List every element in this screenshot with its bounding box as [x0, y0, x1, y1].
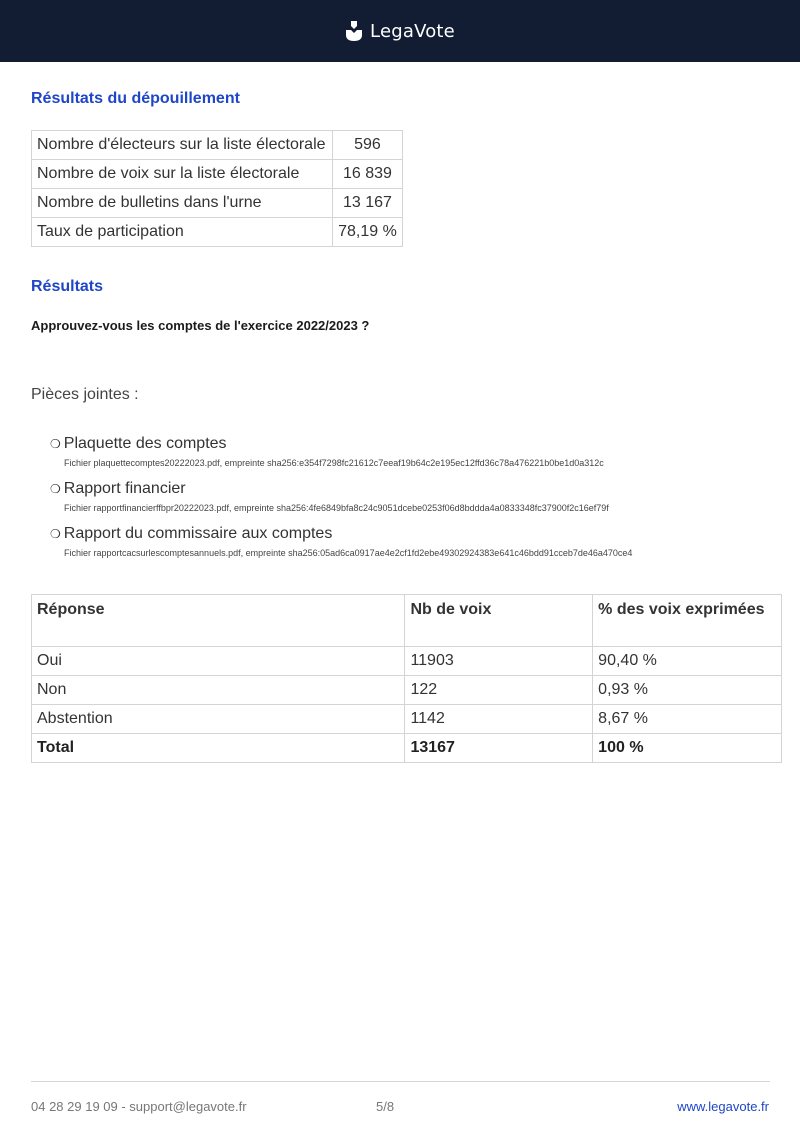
count-row [32, 218, 403, 247]
attachment-name: Plaquette des comptes [63, 435, 227, 452]
attachments-title: Pièces jointes : [31, 386, 139, 403]
results-table [31, 594, 782, 763]
footer-website-link[interactable]: www.legavote.fr [677, 1099, 769, 1114]
attachments-list [50, 434, 632, 569]
total-votes: 13167 [405, 734, 593, 763]
footer-contact: 04 28 29 19 09 - support@legavote.fr [31, 1099, 247, 1114]
attachment-item [50, 479, 632, 524]
votes-cell: 11903 [405, 647, 593, 676]
total-row [32, 734, 782, 763]
attachment-link[interactable] [50, 434, 632, 454]
percent-cell: 0,93 % [593, 676, 782, 705]
top-header [0, 0, 800, 62]
attachment-item [50, 524, 632, 569]
total-label: Total [32, 734, 405, 763]
footer-divider [31, 1081, 770, 1082]
percent-cell: 8,67 % [593, 705, 782, 734]
circle-bullet-icon: ❍ [50, 527, 61, 541]
total-percent: 100 % [593, 734, 782, 763]
attachment-name: Rapport du commissaire aux comptes [63, 525, 333, 542]
attachment-name: Rapport financier [63, 480, 186, 497]
count-section-title: Résultats du dépouillement [31, 90, 240, 107]
brand[interactable] [345, 20, 455, 42]
circle-bullet-icon: ❍ [50, 437, 61, 451]
column-header-percent: % des voix exprimées [593, 595, 782, 647]
count-label: Taux de participation [32, 218, 333, 247]
column-header-votes: Nb de voix [405, 595, 593, 647]
attachment-link[interactable] [50, 479, 632, 499]
resolution-question: Approuvez-vous les comptes de l'exercice 2022/2023 ? [31, 318, 370, 333]
response-cell: Non [32, 676, 405, 705]
response-cell: Abstention [32, 705, 405, 734]
votes-cell: 122 [405, 676, 593, 705]
legavote-logo-icon [345, 20, 363, 42]
results-header-row [32, 595, 782, 647]
count-label: Nombre de voix sur la liste électorale [32, 160, 333, 189]
count-value: 13 167 [332, 189, 402, 218]
circle-bullet-icon: ❍ [50, 482, 61, 496]
count-row [32, 189, 403, 218]
attachment-meta: Fichier plaquettecomptes20222023.pdf, empreinte sha256:e354f7298fc21612c7eeaf19b64c2e195ec12ffd36c78a476221b0be1d0a312c [64, 458, 604, 468]
table-row [32, 676, 782, 705]
count-value: 596 [332, 131, 402, 160]
count-label: Nombre de bulletins dans l'urne [32, 189, 333, 218]
response-cell: Oui [32, 647, 405, 676]
column-header-response: Réponse [32, 595, 405, 647]
count-label: Nombre d'électeurs sur la liste électorale [32, 131, 333, 160]
results-section-title: Résultats [31, 278, 104, 295]
votes-cell: 1142 [405, 705, 593, 734]
table-row [32, 647, 782, 676]
count-row [32, 160, 403, 189]
page-number: 5/8 [376, 1099, 395, 1114]
table-row [32, 705, 782, 734]
count-row [32, 131, 403, 160]
count-table [31, 130, 403, 247]
count-value: 78,19 % [332, 218, 402, 247]
attachment-meta: Fichier rapportcacsurlescomptesannuels.pdf, empreinte sha256:05ad6ca0917ae4e2cf1fd2ebe49302924383e641c46bdd91cceb7de46a470ce4 [64, 548, 633, 558]
count-value: 16 839 [332, 160, 402, 189]
attachment-meta: Fichier rapportfinancierffbpr20222023.pdf, empreinte sha256:4fe6849bfa8c24c9051dcebe0253f06d8bddda4a0833348fc37900f2c16ef79f [64, 503, 609, 513]
attachment-item [50, 434, 632, 479]
brand-name: LegaVote [370, 20, 455, 42]
percent-cell: 90,40 % [593, 647, 782, 676]
attachment-link[interactable] [50, 524, 632, 544]
